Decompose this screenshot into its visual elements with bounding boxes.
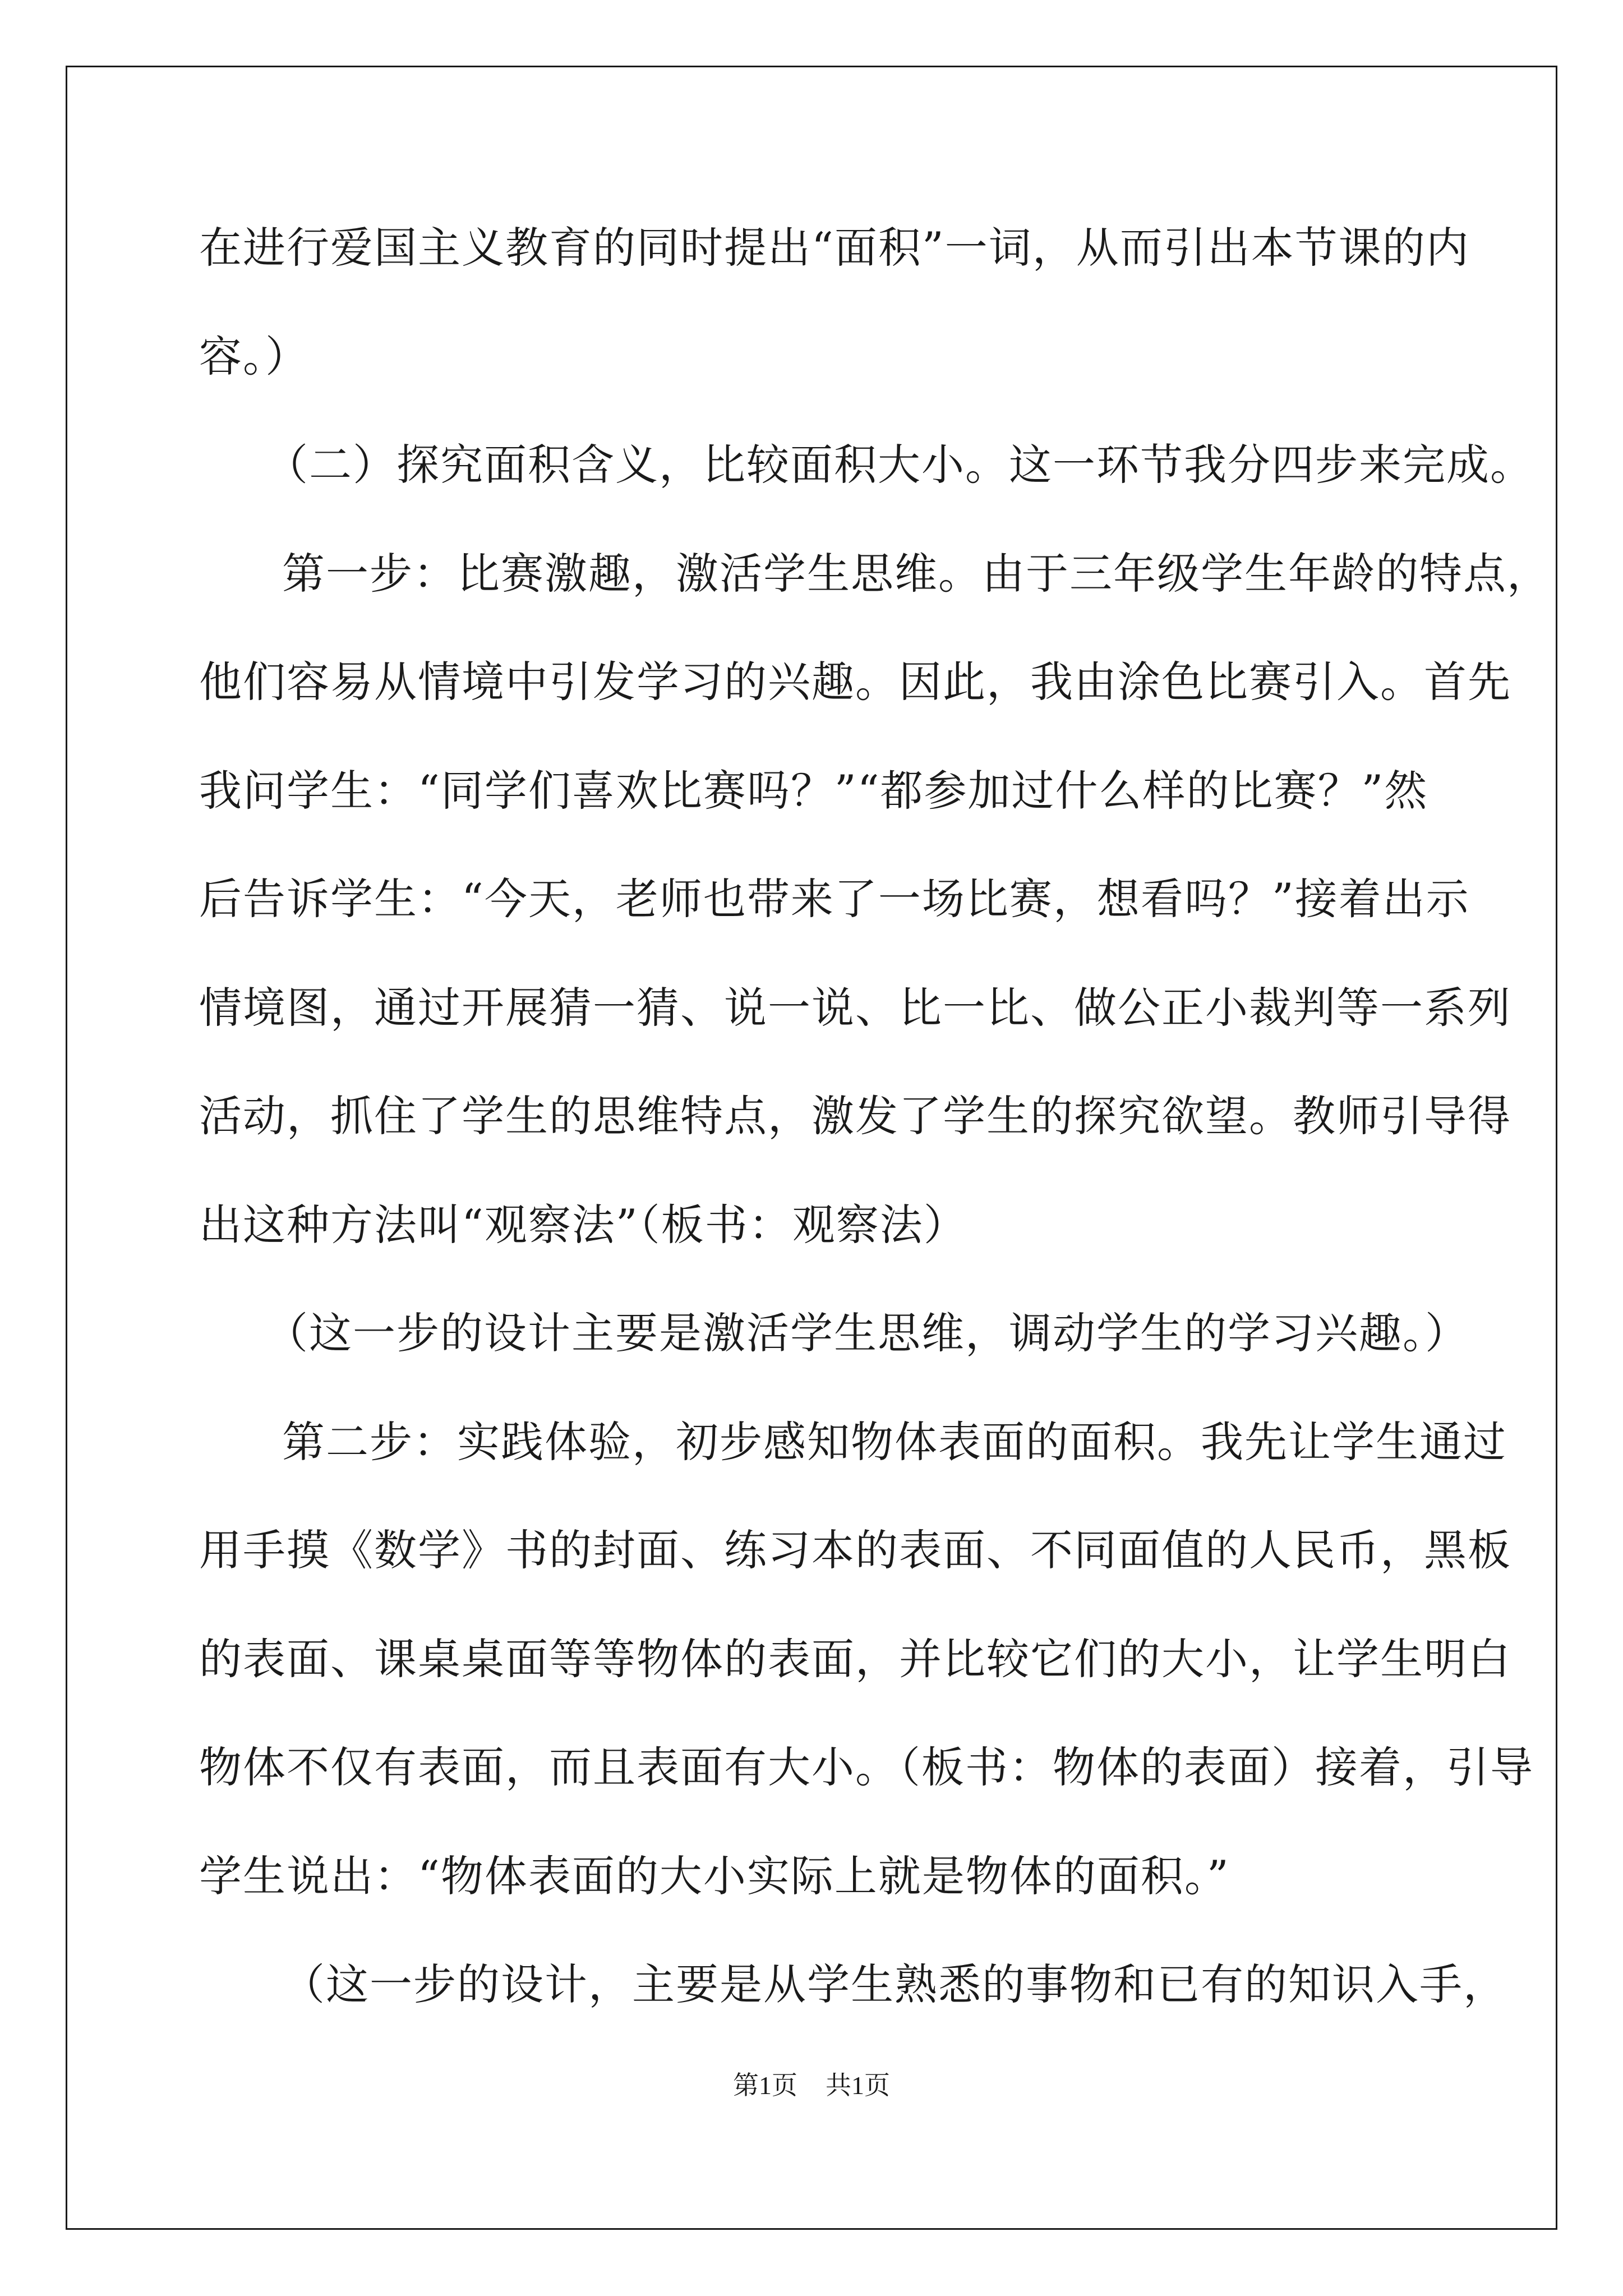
text-line-4: 第一步：比赛激趣，激活学生思维。由于三年级学生年龄的特点， — [282, 549, 1551, 599]
text-line-8: 情境图，通过开展猜一猜、说一说、比一比、做公正小裁判等一系列 — [199, 983, 1511, 1033]
text-line-17: （这一步的设计，主要是从学生熟悉的事物和已有的知识入手， — [282, 1959, 1507, 2009]
text-line-9: 活动，抓住了学生的思维特点，激发了学生的探究欲望。教师引导得 — [199, 1091, 1511, 1141]
text-line-1: 在进行爱国主义教育的同时提出“面积”一词，从而引出本节课的内 — [199, 223, 1470, 273]
text-line-15: 物体不仅有表面，而且表面有大小。（板书：物体的表面）接着，引导 — [199, 1742, 1534, 1792]
text-line-3: （二）探究面积含义，比较面积大小。这一环节我分四步来完成。 — [265, 440, 1534, 490]
text-line-11: （这一步的设计主要是激活学生思维，调动学生的学习兴趣。） — [265, 1308, 1469, 1358]
page-total: 共1页 — [826, 2071, 890, 2100]
text-line-14: 的表面、课桌桌面等等物体的表面，并比较它们的大小，让学生明白 — [199, 1634, 1511, 1684]
text-line-6: 我问学生：“同学们喜欢比赛吗？”“都参加过什么样的比赛？”然 — [199, 766, 1428, 816]
page-number: 第1页 — [733, 2071, 797, 2100]
text-line-13: 用手摸《数学》书的封面、练习本的表面、不同面值的人民币，黑板 — [199, 1525, 1511, 1575]
text-line-5: 他们容易从情境中引发学习的兴趣。因此，我由涂色比赛引入。首先 — [199, 657, 1511, 707]
page-border — [66, 66, 1557, 2230]
text-line-10: 出这种方法叫“观察法”（板书：观察法） — [199, 1200, 967, 1250]
text-line-7: 后告诉学生：“今天，老师也带来了一场比赛，想看吗？”接着出示 — [199, 874, 1470, 924]
text-line-2: 容。） — [199, 332, 309, 381]
text-line-16: 学生说出：“物体表面的大小实际上就是物体的面积。” — [199, 1851, 1230, 1901]
text-line-12: 第二步：实践体验，初步感知物体表面的面积。我先让学生通过 — [282, 1417, 1507, 1467]
page-footer — [0, 2069, 1623, 2102]
